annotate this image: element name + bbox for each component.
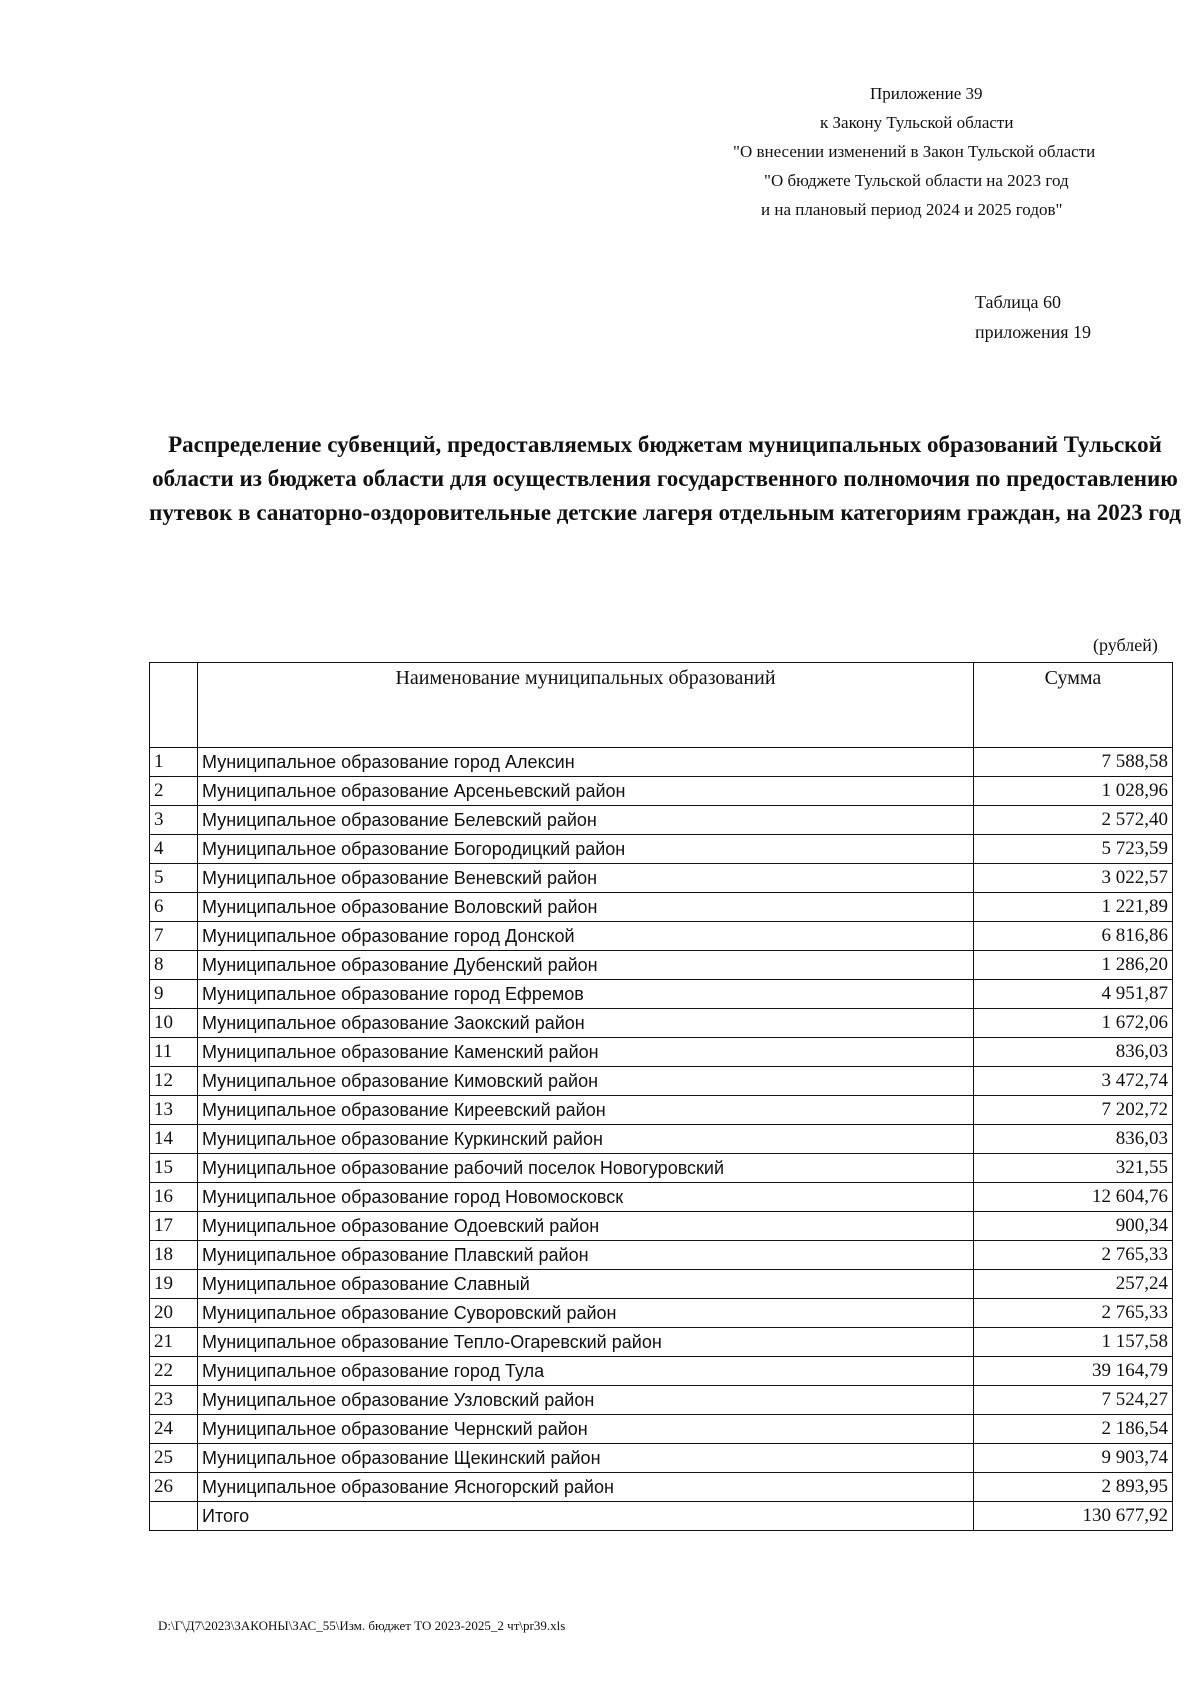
row-sum: 2 765,33 bbox=[974, 1299, 1173, 1328]
table-header-row bbox=[150, 663, 1173, 748]
row-name: Муниципальное образование Щекинский район bbox=[198, 1444, 974, 1473]
table-row bbox=[150, 951, 1173, 980]
appendix-line: "О внесении изменений в Закон Тульской области bbox=[733, 142, 1096, 161]
row-name: Муниципальное образование Плавский район bbox=[198, 1241, 974, 1270]
row-name: Муниципальное образование город Алексин bbox=[198, 748, 974, 777]
row-name: Муниципальное образование Киреевский район bbox=[198, 1096, 974, 1125]
row-name: Муниципальное образование Богородицкий район bbox=[198, 835, 974, 864]
table-row bbox=[150, 1067, 1173, 1096]
row-number: 9 bbox=[150, 980, 198, 1009]
file-path: D:\Г\Д7\2023\ЗАКОНЫ\ЗАС_55\Изм. бюджет ТО 2023-2025_2 чт\pr39.xls bbox=[158, 1618, 566, 1633]
header-number bbox=[150, 663, 198, 748]
subsidy-table bbox=[149, 662, 1173, 1531]
header-sum: Сумма bbox=[974, 663, 1173, 748]
total-label: Итого bbox=[198, 1502, 974, 1531]
row-name: Муниципальное образование Чернский район bbox=[198, 1415, 974, 1444]
row-number: 5 bbox=[150, 864, 198, 893]
table-row bbox=[150, 806, 1173, 835]
row-name: Муниципальное образование Куркинский район bbox=[198, 1125, 974, 1154]
row-number: 25 bbox=[150, 1444, 198, 1473]
row-sum: 7 588,58 bbox=[974, 748, 1173, 777]
units-label: (рублей) bbox=[1093, 635, 1158, 655]
row-number: 24 bbox=[150, 1415, 198, 1444]
row-sum: 900,34 bbox=[974, 1212, 1173, 1241]
row-name: Муниципальное образование Одоевский район bbox=[198, 1212, 974, 1241]
total-row bbox=[150, 1502, 1173, 1531]
row-sum: 1 672,06 bbox=[974, 1009, 1173, 1038]
row-name: Муниципальное образование Тепло-Огаревский район bbox=[198, 1328, 974, 1357]
row-name: Муниципальное образование Кимовский район bbox=[198, 1067, 974, 1096]
table-row bbox=[150, 777, 1173, 806]
row-sum: 257,24 bbox=[974, 1270, 1173, 1299]
row-number: 13 bbox=[150, 1096, 198, 1125]
row-sum: 9 903,74 bbox=[974, 1444, 1173, 1473]
row-name: Муниципальное образование Суворовский район bbox=[198, 1299, 974, 1328]
table-row bbox=[150, 1357, 1173, 1386]
row-name: Муниципальное образование рабочий поселок Новогуровский bbox=[198, 1154, 974, 1183]
table-row bbox=[150, 1473, 1173, 1502]
row-number: 17 bbox=[150, 1212, 198, 1241]
row-sum: 1 157,58 bbox=[974, 1328, 1173, 1357]
row-sum: 1 286,20 bbox=[974, 951, 1173, 980]
table-row bbox=[150, 1125, 1173, 1154]
table-row bbox=[150, 893, 1173, 922]
row-number: 26 bbox=[150, 1473, 198, 1502]
row-name: Муниципальное образование Узловский район bbox=[198, 1386, 974, 1415]
table-row bbox=[150, 980, 1173, 1009]
table-row bbox=[150, 1241, 1173, 1270]
row-sum: 2 572,40 bbox=[974, 806, 1173, 835]
table-row bbox=[150, 1212, 1173, 1241]
table-row bbox=[150, 1183, 1173, 1212]
table-row bbox=[150, 1154, 1173, 1183]
table-row bbox=[150, 922, 1173, 951]
row-number: 3 bbox=[150, 806, 198, 835]
row-name: Муниципальное образование Воловский район bbox=[198, 893, 974, 922]
row-name: Муниципальное образование Каменский район bbox=[198, 1038, 974, 1067]
row-name: Муниципальное образование Дубенский район bbox=[198, 951, 974, 980]
table-row bbox=[150, 748, 1173, 777]
table-row bbox=[150, 1009, 1173, 1038]
row-sum: 836,03 bbox=[974, 1125, 1173, 1154]
row-name: Муниципальное образование город Тула bbox=[198, 1357, 974, 1386]
table-row bbox=[150, 1415, 1173, 1444]
row-number: 12 bbox=[150, 1067, 198, 1096]
row-number: 23 bbox=[150, 1386, 198, 1415]
appendix-line: и на плановый период 2024 и 2025 годов" bbox=[761, 200, 1063, 219]
row-sum: 2 893,95 bbox=[974, 1473, 1173, 1502]
table-row bbox=[150, 1270, 1173, 1299]
row-number: 20 bbox=[150, 1299, 198, 1328]
row-name: Муниципальное образование Арсеньевский район bbox=[198, 777, 974, 806]
row-sum: 1 221,89 bbox=[974, 893, 1173, 922]
row-name: Муниципальное образование Белевский район bbox=[198, 806, 974, 835]
table-row bbox=[150, 1444, 1173, 1473]
document-title: Распределение субвенций, предоставляемых бюджетам муниципальных образований Тульской области из бюджета области для осуществления государственного полномочия по предоставлению путевок в санаторно-оздоровительные детские лагеря отдельным категориям граждан, на 2023 год bbox=[149, 432, 1181, 525]
row-number: 4 bbox=[150, 835, 198, 864]
row-sum: 1 028,96 bbox=[974, 777, 1173, 806]
row-number: 19 bbox=[150, 1270, 198, 1299]
total-number bbox=[150, 1502, 198, 1531]
row-sum: 3 472,74 bbox=[974, 1067, 1173, 1096]
row-number: 7 bbox=[150, 922, 198, 951]
row-sum: 836,03 bbox=[974, 1038, 1173, 1067]
row-number: 1 bbox=[150, 748, 198, 777]
row-number: 18 bbox=[150, 1241, 198, 1270]
row-sum: 7 524,27 bbox=[974, 1386, 1173, 1415]
table-row bbox=[150, 1096, 1173, 1125]
row-number: 11 bbox=[150, 1038, 198, 1067]
row-name: Муниципальное образование Ясногорский район bbox=[198, 1473, 974, 1502]
table-row bbox=[150, 1038, 1173, 1067]
total-sum: 130 677,92 bbox=[974, 1502, 1173, 1531]
row-number: 16 bbox=[150, 1183, 198, 1212]
row-name: Муниципальное образование город Новомосковск bbox=[198, 1183, 974, 1212]
appendix-line: к Закону Тульской области bbox=[820, 113, 1014, 132]
row-sum: 3 022,57 bbox=[974, 864, 1173, 893]
row-sum: 321,55 bbox=[974, 1154, 1173, 1183]
row-sum: 2 186,54 bbox=[974, 1415, 1173, 1444]
row-name: Муниципальное образование Славный bbox=[198, 1270, 974, 1299]
row-name: Муниципальное образование город Ефремов bbox=[198, 980, 974, 1009]
row-number: 6 bbox=[150, 893, 198, 922]
row-sum: 39 164,79 bbox=[974, 1357, 1173, 1386]
header-name: Наименование муниципальных образований bbox=[198, 663, 974, 748]
row-sum: 7 202,72 bbox=[974, 1096, 1173, 1125]
row-number: 15 bbox=[150, 1154, 198, 1183]
row-number: 21 bbox=[150, 1328, 198, 1357]
table-number: Таблица 60 bbox=[975, 292, 1061, 312]
appendix-number: приложения 19 bbox=[975, 322, 1092, 342]
table-row bbox=[150, 1328, 1173, 1357]
table-row bbox=[150, 864, 1173, 893]
row-sum: 5 723,59 bbox=[974, 835, 1173, 864]
row-sum: 4 951,87 bbox=[974, 980, 1173, 1009]
row-number: 2 bbox=[150, 777, 198, 806]
appendix-line: "О бюджете Тульской области на 2023 год bbox=[764, 171, 1069, 190]
row-number: 14 bbox=[150, 1125, 198, 1154]
row-name: Муниципальное образование Веневский район bbox=[198, 864, 974, 893]
table-row bbox=[150, 1386, 1173, 1415]
row-number: 22 bbox=[150, 1357, 198, 1386]
row-number: 10 bbox=[150, 1009, 198, 1038]
row-sum: 6 816,86 bbox=[974, 922, 1173, 951]
appendix-line: Приложение 39 bbox=[870, 84, 983, 103]
row-name: Муниципальное образование город Донской bbox=[198, 922, 974, 951]
row-sum: 2 765,33 bbox=[974, 1241, 1173, 1270]
row-sum: 12 604,76 bbox=[974, 1183, 1173, 1212]
table-row bbox=[150, 1299, 1173, 1328]
row-name: Муниципальное образование Заокский район bbox=[198, 1009, 974, 1038]
row-number: 8 bbox=[150, 951, 198, 980]
table-row bbox=[150, 835, 1173, 864]
